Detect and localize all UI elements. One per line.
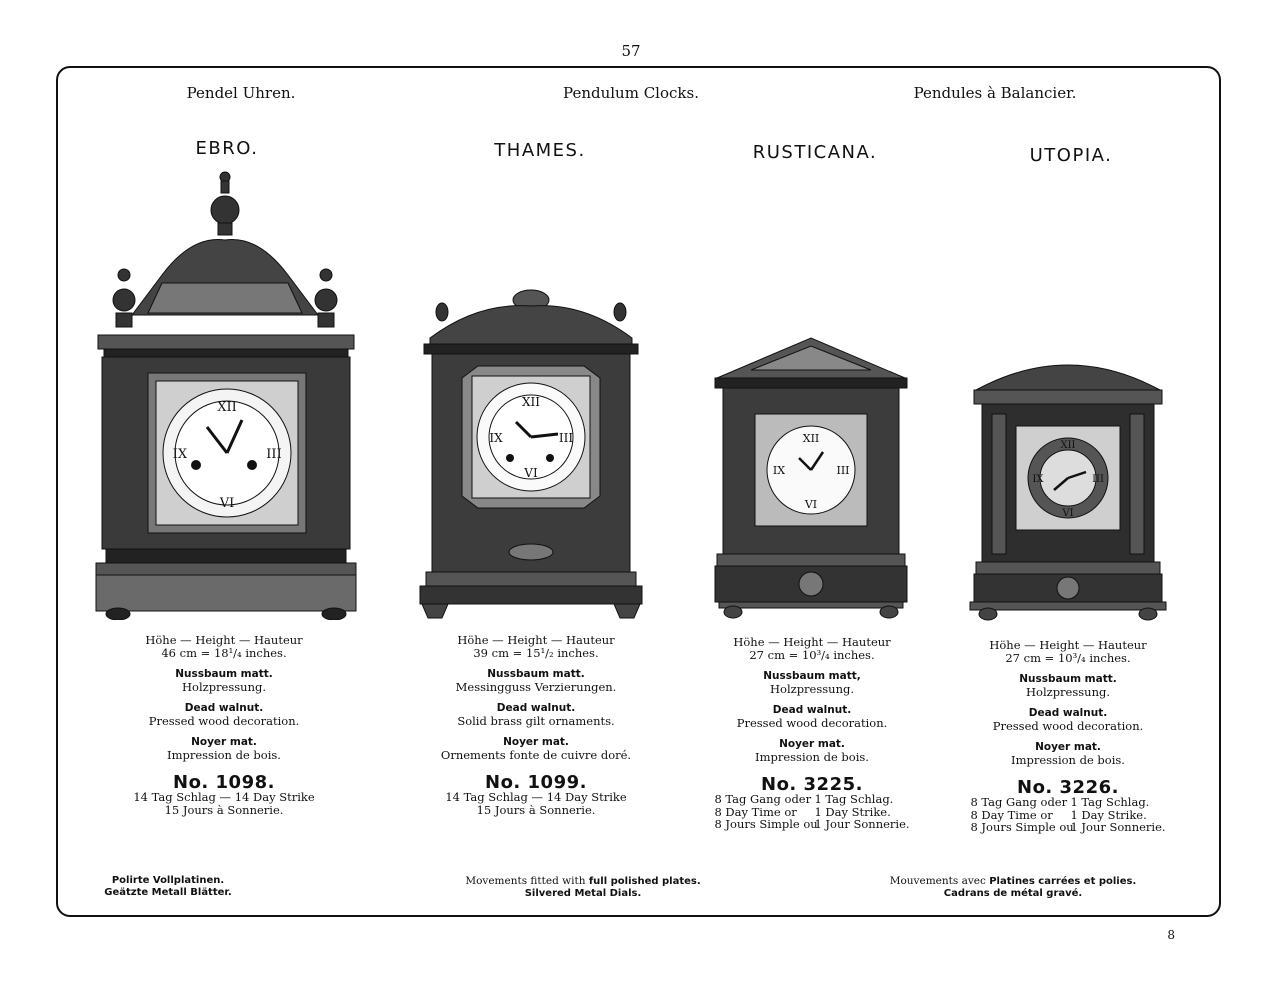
height-label: Höhe — Height — Hauteur: [457, 633, 615, 647]
footer-french: [890, 875, 1137, 900]
svg-text:IX: IX: [172, 447, 188, 462]
german-finish-title: Nussbaum matt.: [1019, 673, 1117, 685]
page-number: 57: [621, 42, 641, 60]
english-finish-desc: Solid brass gilt ornaments.: [457, 714, 615, 728]
svg-text:VI: VI: [1062, 508, 1074, 519]
svg-text:IX: IX: [489, 431, 503, 445]
strike-line: 14 Tag Schlag — 14 Day Strike: [133, 790, 315, 804]
clock-name: UTOPIA.: [1029, 145, 1113, 166]
footer-english-pre: Movements fitted with: [465, 875, 586, 887]
height-label: Höhe — Height — Hauteur: [989, 638, 1147, 652]
footer-french-bold: Platines carrées et polies.: [989, 876, 1137, 887]
height-label: Höhe — Height — Hauteur: [733, 635, 891, 649]
svg-text:XII: XII: [521, 395, 541, 409]
utopia-clock-illustration: [968, 350, 1168, 622]
footer-english-bold: full polished plates.: [588, 876, 701, 887]
catalog-number: No. 1098.: [173, 772, 275, 793]
footer-french-pre: Mouvements avec: [889, 875, 986, 887]
strike-line: 15 Jours à Sonnerie.: [164, 802, 284, 817]
svg-text:III: III: [266, 447, 282, 462]
strike-line: 15 Jours à Sonnerie.: [476, 802, 596, 817]
german-finish-desc: Holzpressung.: [182, 680, 266, 694]
ebro-clock-illustration: [92, 165, 362, 620]
catalog-number: No. 3225.: [761, 774, 863, 795]
height-label: Höhe — Height — Hauteur: [145, 633, 303, 647]
german-finish-desc: Holzpressung.: [1026, 685, 1110, 699]
corner-page-number: 8: [1167, 928, 1175, 942]
svg-text:III: III: [558, 431, 574, 445]
german-finish-desc: Holzpressung.: [770, 682, 854, 696]
strike-left: 8 Tag Gang oder: [970, 795, 1068, 809]
heading-french: Pendules à Balancier.: [913, 84, 1077, 102]
strike-left: 8 Jours Simple ou: [714, 817, 818, 831]
height-value: 27 cm = 10³/₄ inches.: [1005, 651, 1131, 665]
strike-right: 1 Day Strike.: [1070, 807, 1147, 822]
footer-english-line2: Silvered Metal Dials.: [524, 888, 642, 899]
clock-column-utopia: [941, 145, 1201, 166]
french-finish-desc: Ornements fonte de cuivre doré.: [440, 748, 632, 762]
english-finish-title: Dead walnut.: [1028, 707, 1108, 719]
height-value: 39 cm = 15¹/₂ inches.: [473, 646, 599, 660]
english-finish-title: Dead walnut.: [496, 702, 576, 714]
thames-details: [406, 634, 666, 816]
svg-text:IX: IX: [1032, 474, 1044, 485]
svg-text:XII: XII: [802, 432, 820, 445]
footer-french-line2: Cadrans de métal gravé.: [943, 888, 1083, 899]
strike-left: 8 Day Time or: [714, 804, 797, 819]
catalog-number: No. 3226.: [1017, 777, 1119, 798]
footer-german: [104, 875, 231, 899]
french-finish-title: Noyer mat.: [779, 738, 845, 750]
rusticana-clock-illustration: [711, 334, 911, 624]
english-finish-desc: Pressed wood decoration.: [736, 716, 888, 730]
svg-text:III: III: [836, 464, 850, 477]
french-finish-desc: Impression de bois.: [755, 750, 869, 764]
footer-german-line2: Geätzte Metall Blätter.: [104, 887, 232, 898]
footer-english: [465, 875, 700, 900]
svg-text:III: III: [1092, 474, 1104, 485]
french-finish-title: Noyer mat.: [191, 736, 257, 748]
svg-text:XII: XII: [217, 400, 237, 415]
clock-column-rusticana: [685, 142, 945, 163]
svg-text:IX: IX: [772, 464, 786, 477]
english-finish-desc: Pressed wood decoration.: [148, 714, 300, 728]
svg-text:VI: VI: [219, 496, 235, 511]
rusticana-details: [682, 636, 942, 831]
french-finish-title: Noyer mat.: [1035, 741, 1101, 753]
french-finish-desc: Impression de bois.: [167, 748, 281, 762]
strike-right: 1 Jour Sonnerie.: [1070, 820, 1166, 834]
clock-column-thames: [410, 140, 670, 161]
french-finish-desc: Impression de bois.: [1011, 753, 1125, 767]
english-finish-title: Dead walnut.: [772, 704, 852, 716]
footer-german-line1: Polirte Vollplatinen.: [111, 875, 225, 886]
height-value: 46 cm = 18¹/₄ inches.: [161, 646, 287, 660]
clock-column-ebro: [97, 138, 357, 159]
strike-right: 1 Day Strike.: [814, 804, 891, 819]
clock-name: EBRO.: [195, 138, 259, 159]
svg-text:VI: VI: [804, 498, 818, 511]
strike-right: 1 Tag Schlag.: [1070, 795, 1150, 809]
strike-left: 8 Day Time or: [970, 807, 1053, 822]
heading-english: Pendulum Clocks.: [563, 84, 699, 102]
svg-text:VI: VI: [524, 466, 538, 480]
english-finish-title: Dead walnut.: [184, 702, 264, 714]
strike-left: 8 Jours Simple ou: [970, 820, 1074, 834]
height-value: 27 cm = 10³/₄ inches.: [749, 648, 875, 662]
catalog-number: No. 1099.: [485, 772, 587, 793]
ebro-details: [94, 634, 354, 816]
thames-clock-illustration: [418, 282, 644, 622]
strike-right: 1 Tag Schlag.: [814, 792, 894, 806]
clock-name: RUSTICANA.: [752, 142, 878, 163]
clock-name: THAMES.: [494, 140, 586, 161]
strike-right: 1 Jour Sonnerie.: [814, 817, 910, 831]
utopia-details: [938, 639, 1198, 834]
german-finish-desc: Messingguss Verzierungen.: [455, 680, 617, 694]
german-finish-title: Nussbaum matt,: [763, 670, 861, 682]
german-finish-title: Nussbaum matt.: [175, 668, 273, 680]
german-finish-title: Nussbaum matt.: [487, 668, 585, 680]
english-finish-desc: Pressed wood decoration.: [992, 719, 1144, 733]
strike-row: [714, 818, 909, 831]
svg-text:XII: XII: [1060, 440, 1076, 451]
strike-left: 8 Tag Gang oder: [714, 792, 812, 806]
heading-german: Pendel Uhren.: [186, 84, 296, 102]
french-finish-title: Noyer mat.: [503, 736, 569, 748]
strike-line: 14 Tag Schlag — 14 Day Strike: [445, 790, 627, 804]
strike-row: [970, 821, 1165, 834]
